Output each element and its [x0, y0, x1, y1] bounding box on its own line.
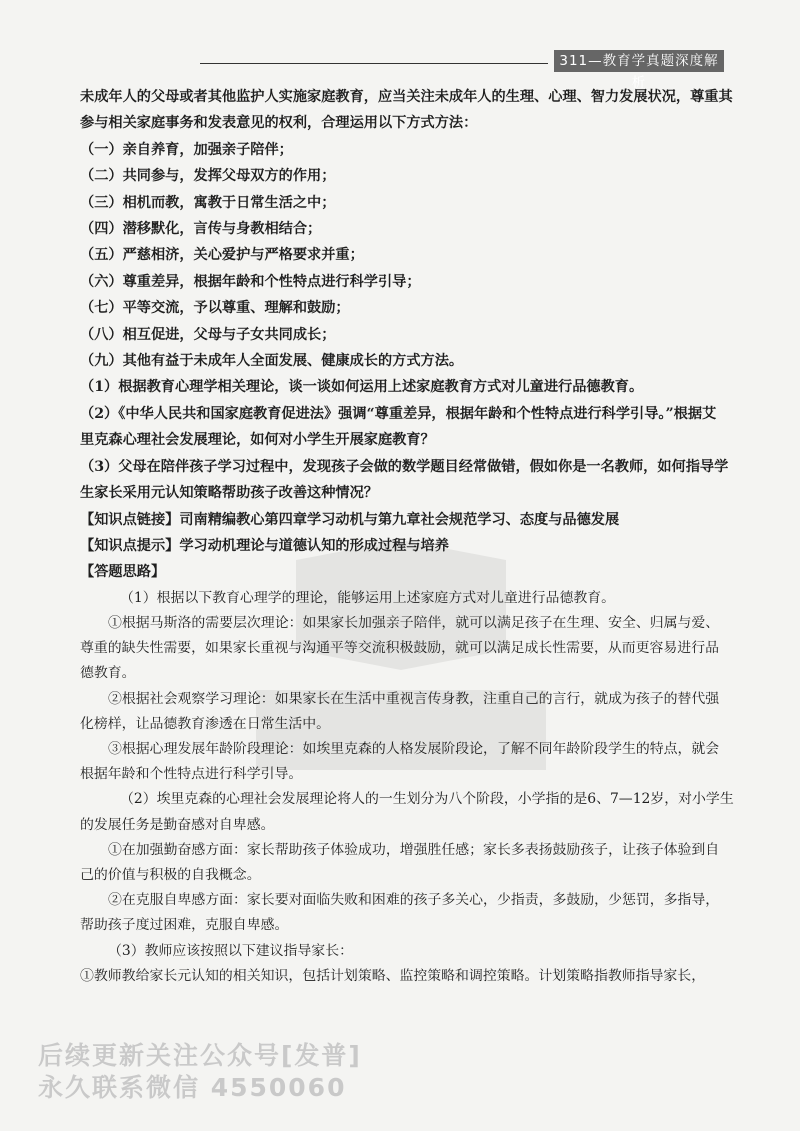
- answer-paragraph: 德教育。: [80, 665, 136, 682]
- answer-paragraph: （1）根据以下教育心理学的理论，能够运用上述家庭方式对儿童进行品德教育。: [120, 589, 616, 606]
- question-3-line-1: （3）父母在陪伴孩子学习过程中，发现孩子会做的数学题目经常做错，假如你是一名教师，如何指导学: [80, 458, 729, 475]
- method-item: （一）亲自养育，加强亲子陪伴；: [80, 141, 293, 158]
- method-item: （七）平等交流，予以尊重、理解和鼓励；: [80, 300, 350, 317]
- answer-paragraph: 化榜样，让品德教育渗透在日常生活中。: [80, 715, 331, 732]
- method-item: （六）尊重差异，根据年龄和个性特点进行科学引导；: [80, 273, 421, 290]
- answer-paragraph: ①在加强勤奋感方面：家长帮助孩子体验成功，增强胜任感；家长多表扬鼓励孩子，让孩子体验到自: [108, 841, 720, 858]
- intro-line-2: 参与相关家庭事务和发表意见的权利，合理运用以下方式方法：: [80, 115, 478, 132]
- header-rule: [200, 63, 548, 64]
- footer-line-1: 后续更新关注公众号[发普]: [38, 1041, 362, 1070]
- footer-watermark-text: [38, 1040, 362, 1104]
- answer-paragraph: 帮助孩子度过困难，克服自卑感。: [80, 917, 289, 934]
- question-2-line-1: （2）《中华人民共和国家庭教育促进法》强调“尊重差异，根据年龄和个性特点进行科学引导。”根据艾: [80, 405, 717, 422]
- answer-paragraph: ③根据心理发展年龄阶段理论：如埃里克森的人格发展阶段论，了解不同年龄阶段学生的特点，就会: [108, 740, 720, 757]
- footer-line-2: 永久联系微信 4550060: [38, 1073, 347, 1102]
- answer-paragraph: 己的价值与积极的自我概念。: [80, 866, 261, 883]
- answer-paragraph: （2）埃里克森的心理社会发展理论将人的一生划分为八个阶段，小学指的是6、7—12岁，对小学生: [120, 791, 734, 808]
- answer-section: [80, 586, 734, 989]
- method-item: （八）相互促进，父母与子女共同成长；: [80, 326, 336, 343]
- method-item: （四）潜移默化，言传与身教相结合；: [80, 221, 322, 238]
- question-3-line-2: 生家长采用元认知策略帮助孩子改善这种情况？: [80, 485, 378, 502]
- answer-paragraph: ②根据社会观察学习理论：如果家长在生活中重视言传身教，注重自己的言行，就成为孩子的替代强: [108, 690, 720, 707]
- page-content: [80, 84, 734, 989]
- answer-paragraph: ①根据马斯洛的需要层次理论：如果家长加强亲子陪伴，就可以满足孩子在生理、安全、归属与爱、: [108, 614, 720, 631]
- answer-paragraph: 根据年龄和个性特点进行科学引导。: [80, 766, 303, 783]
- method-item: （三）相机而教，寓教于日常生活之中；: [80, 194, 336, 211]
- answer-paragraph: ①教师教给家长元认知的相关知识，包括计划策略、监控策略和调控策略。计划策略指教师指导家长，: [80, 967, 706, 984]
- knowledge-hint: 【知识点提示】学习动机理论与道德认知的形成过程与培养: [80, 537, 449, 554]
- answer-approach-heading: 【答题思路】: [80, 564, 166, 581]
- method-item: （二）共同参与，发挥父母双方的作用；: [80, 168, 336, 185]
- answer-paragraph: ②在克服自卑感方面：家长要对面临失败和困难的孩子多关心，少指责，多鼓励，少惩罚，多指导，: [108, 892, 720, 909]
- method-item: （九）其他有益于未成年人全面发展、健康成长的方式方法。: [80, 353, 464, 370]
- answer-paragraph: 的发展任务是勤奋感对自卑感。: [80, 816, 275, 833]
- question-1: （1）根据教育心理学相关理论，谈一谈如何运用上述家庭教育方式对儿童进行品德教育。: [80, 379, 644, 396]
- method-item: （五）严慈相济，关心爱护与严格要求并重；: [80, 247, 364, 264]
- knowledge-link: 【知识点链接】司南精编教心第四章学习动机与第九章社会规范学习、态度与品德发展: [80, 511, 620, 528]
- answer-paragraph: 尊重的缺失性需要，如果家长重视与沟通平等交流积极鼓励，就可以满足成长性需要，从而更容易进行品: [80, 640, 719, 657]
- header-badge: 311—教育学真题深度解析: [554, 50, 724, 72]
- question-2-line-2: 里克森心理社会发展理论，如何对小学生开展家庭教育？: [80, 432, 435, 449]
- answer-paragraph: （3）教师应该按照以下建议指导家长：: [108, 942, 353, 959]
- intro-line-1: 未成年人的父母或者其他监护人实施家庭教育，应当关注未成年人的生理、心理、智力发展状况，尊重其: [80, 89, 733, 105]
